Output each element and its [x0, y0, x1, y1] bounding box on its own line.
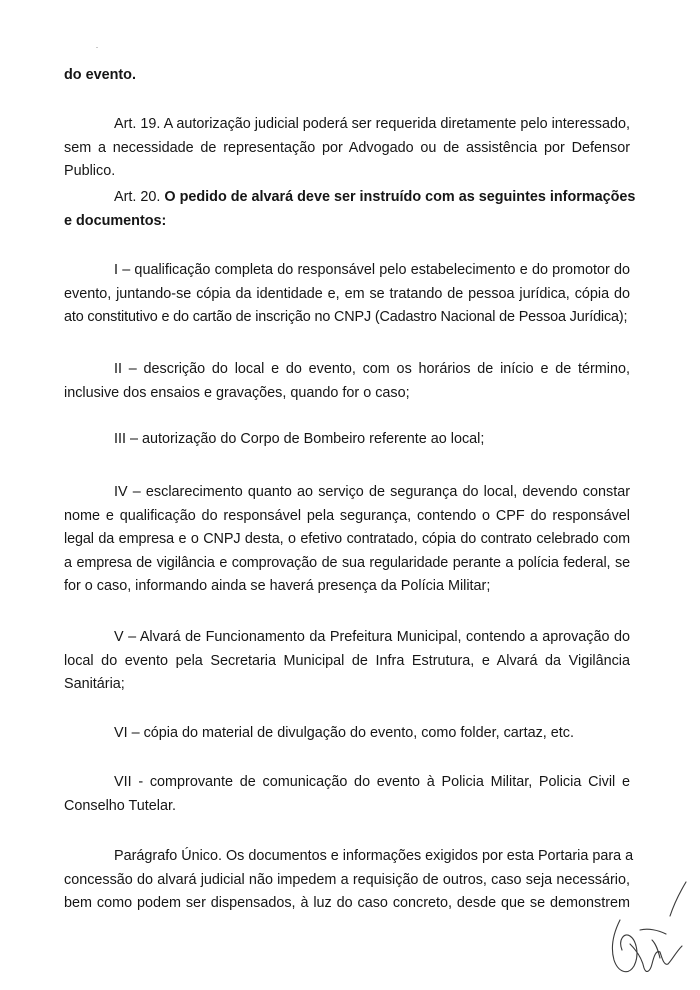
text-line: Sanitária;	[64, 676, 125, 692]
text-line: local do evento pela Secretaria Municipal de Infra Estrutura, e Alvará da Vigilância	[64, 652, 630, 669]
article-number: Art. 20.	[114, 189, 161, 205]
scan-speck	[96, 47, 98, 48]
text-line: for o caso, informando ainda se haverá presença da Polícia Militar;	[64, 578, 491, 594]
article-20	[64, 186, 636, 233]
text-line: IV – esclarecimento quanto ao serviço de segurança do local, devendo constar	[114, 484, 630, 500]
text-line: a empresa de vigilância e comprovação de sua regularidade perante a polícia federal, se	[64, 554, 630, 571]
text-line: III – autorização do Corpo de Bombeiro referente ao local;	[114, 431, 485, 447]
paragrafo-unico	[64, 845, 634, 916]
text-line: II – descrição do local e do evento, com os horários de início e de término,	[114, 361, 630, 377]
paragraph-continuation	[64, 64, 630, 88]
text-line: I – qualificação completa do responsável pelo estabelecimento e do promotor do	[114, 262, 630, 278]
item-vi	[64, 722, 630, 746]
text-line: ato constitutivo e do cartão de inscrição no CNPJ (Cadastro Nacional de Pessoa Jurídica);	[64, 309, 628, 325]
item-i	[64, 259, 630, 330]
text-line: bem como podem ser dispensados, à luz do caso concreto, desde que se demonstrem	[64, 895, 630, 911]
item-iv	[64, 481, 630, 599]
text-line	[64, 186, 636, 210]
text-line: V – Alvará de Funcionamento da Prefeitura Municipal, contendo a aprovação do	[114, 629, 630, 645]
text-line: Publico.	[64, 163, 116, 179]
item-v	[64, 626, 630, 697]
item-vii	[64, 771, 630, 818]
text-line: e documentos:	[64, 212, 167, 229]
text-line: VII - comprovante de comunicação do evento à Policia Militar, Policia Civil e	[114, 774, 630, 790]
text-line: VI – cópia do material de divulgação do evento, como folder, cartaz, etc.	[114, 725, 574, 741]
item-ii	[64, 358, 630, 405]
text-line: legal da empresa e o CNPJ desta, o efetivo contratado, cópia do contrato celebrado com	[64, 531, 630, 547]
signature-initials	[600, 880, 690, 980]
text-line: Parágrafo Único. Os documentos e informações exigidos por esta Portaria para a	[114, 848, 634, 864]
text-line: concessão do alvará judicial não impedem a requisição de outros, caso seja necessário,	[64, 871, 630, 888]
text-line: Conselho Tutelar.	[64, 797, 176, 814]
text-line: evento, juntando-se cópia da identidade e, em se tratando de pessoa jurídica, cópia do	[64, 285, 630, 302]
text-line: Art. 19. A autorização judicial poderá ser requerida diretamente pelo interessado,	[114, 116, 630, 132]
text-line: sem a necessidade de representação por Advogado ou de assistência por Defensor	[64, 139, 630, 156]
article-19	[64, 113, 630, 184]
text-line: nome e qualificação do responsável pela segurança, contendo o CPF do responsável	[64, 507, 630, 524]
text-line: do evento.	[64, 67, 136, 83]
item-iii	[64, 428, 630, 452]
article-heading: O pedido de alvará deve ser instruído com as seguintes informações	[164, 189, 636, 205]
text-line: inclusive dos ensaios e gravações, quando for o caso;	[64, 384, 410, 401]
